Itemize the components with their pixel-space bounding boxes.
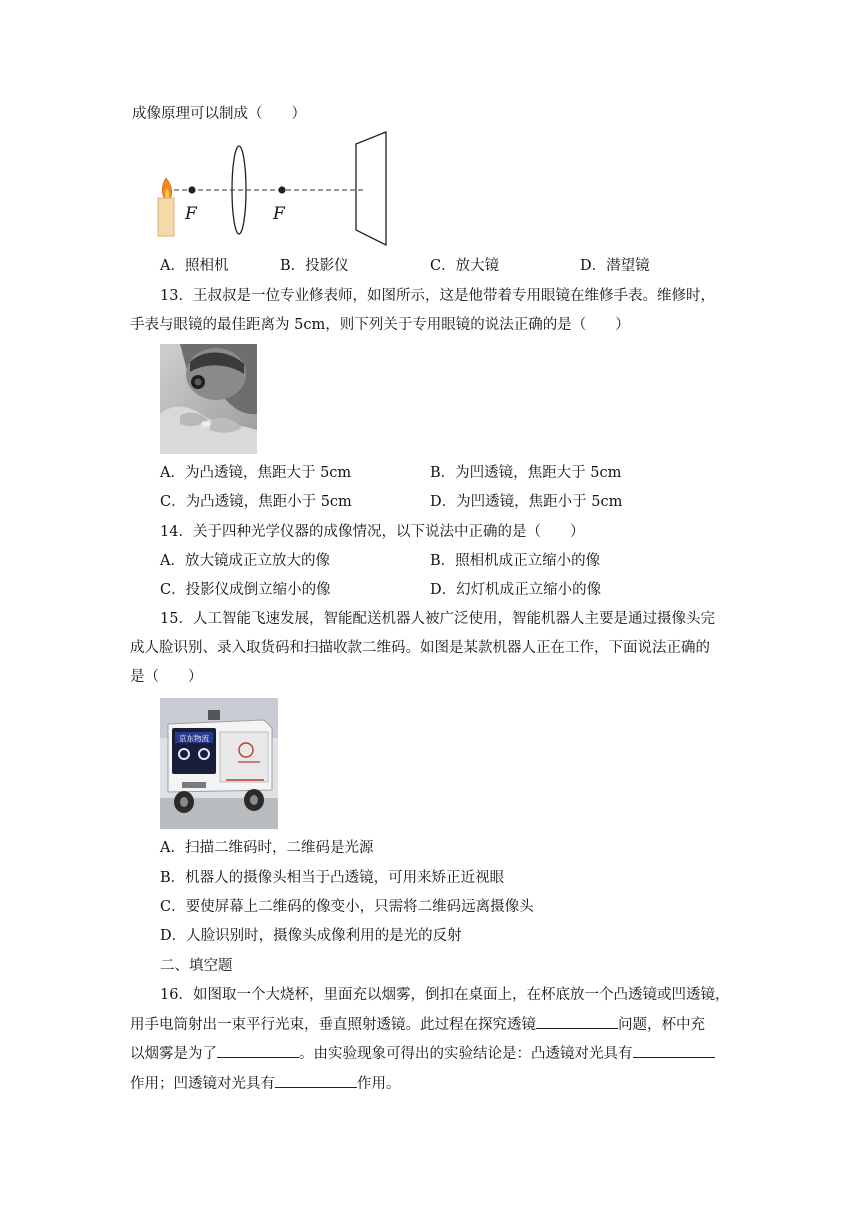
q16-stem-line1: 16．如图取一个大烧杯，里面充以烟雾，倒扣在桌面上，在杯底放一个凸透镜或凹透镜， — [160, 987, 730, 1003]
q13-option-c: C．为凸透镜，焦距小于 5cm — [160, 494, 352, 510]
q16-blank-2[interactable] — [217, 1043, 299, 1058]
robot-screen-text: 京东物流 — [179, 734, 209, 743]
q16-line2-part1: 用手电筒射出一束平行光束，垂直照射透镜。此过程在探究透镜 — [130, 1017, 536, 1033]
q14-option-a: A．放大镜成正立放大的像 — [160, 553, 330, 569]
q16-line4-part2: 作用。 — [357, 1076, 401, 1092]
q13-option-b: B．为凹透镜，焦距大于 5cm — [430, 465, 622, 481]
q13-stem-line2: 手表与眼镜的最佳距离为 5cm，则下列关于专用眼镜的说法正确的是（ ） — [130, 317, 630, 333]
focal-point-left — [188, 186, 195, 193]
q15-option-a: A．扫描二维码时，二维码是光源 — [160, 840, 374, 856]
q15-stem-line1: 15．人工智能飞速发展，智能配送机器人被广泛使用，智能机器人主要是通过摄像头完 — [160, 611, 715, 627]
focus-label-left: F — [185, 204, 197, 224]
q16-stem-line2 — [130, 1014, 705, 1035]
delivery-robot-photo — [160, 698, 278, 829]
q12-stem-tail: 成像原理可以制成（ ） — [132, 106, 306, 122]
q16-line3-part2: 。由实验现象可得出的实验结论是：凸透镜对光具有 — [299, 1046, 633, 1062]
watch-repairman-photo — [160, 344, 257, 454]
q16-line4-part1: 作用；凹透镜对光具有 — [130, 1076, 275, 1092]
q16-line2-part2: 问题，杯中充 — [618, 1017, 705, 1033]
q12-option-d: D．潜望镜 — [580, 258, 650, 274]
q12-option-b: B．投影仪 — [280, 258, 349, 274]
q13-option-a: A．为凸透镜，焦距大于 5cm — [160, 465, 352, 481]
focus-label-right: F — [273, 204, 285, 224]
focal-point-right — [278, 186, 285, 193]
q12-option-a: A．照相机 — [160, 258, 229, 274]
q12-option-c: C．放大镜 — [430, 258, 500, 274]
section-title-fill-in: 二、填空题 — [160, 958, 233, 974]
screen-icon — [356, 132, 386, 245]
q16-stem-line4 — [130, 1073, 401, 1094]
q13-option-d: D．为凹透镜，焦距小于 5cm — [430, 494, 623, 510]
q15-option-c: C．要使屏幕上二维码的像变小，只需将二维码远离摄像头 — [160, 899, 534, 915]
q16-blank-3[interactable] — [633, 1043, 715, 1058]
q16-blank-4[interactable] — [275, 1073, 357, 1088]
q16-line3-part1: 以烟雾是为了 — [130, 1046, 217, 1062]
q15-stem-line3: 是（ ） — [130, 669, 203, 685]
q16-stem-line3 — [130, 1043, 715, 1064]
q14-option-b: B．照相机成正立缩小的像 — [430, 553, 601, 569]
q13-stem-line1: 13．王叔叔是一位专业修表师，如图所示，这是他带着专用眼镜在维修手表。维修时， — [160, 288, 715, 304]
q15-stem-line2: 成人脸识别、录入取货码和扫描收款二维码。如图是某款机器人正在工作，下面说法正确的 — [130, 640, 710, 656]
q16-blank-1[interactable] — [536, 1014, 618, 1029]
candle-icon — [158, 198, 174, 236]
q15-option-d: D．人脸识别时，摄像头成像利用的是光的反射 — [160, 928, 462, 944]
q14-stem: 14．关于四种光学仪器的成像情况，以下说法中正确的是（ ） — [160, 524, 585, 540]
q14-option-d: D．幻灯机成正立缩小的像 — [430, 582, 602, 598]
q15-option-b: B．机器人的摄像头相当于凸透镜，可用来矫正近视眼 — [160, 870, 505, 886]
lens-diagram — [152, 130, 402, 248]
q14-option-c: C．投影仪成倒立缩小的像 — [160, 582, 331, 598]
